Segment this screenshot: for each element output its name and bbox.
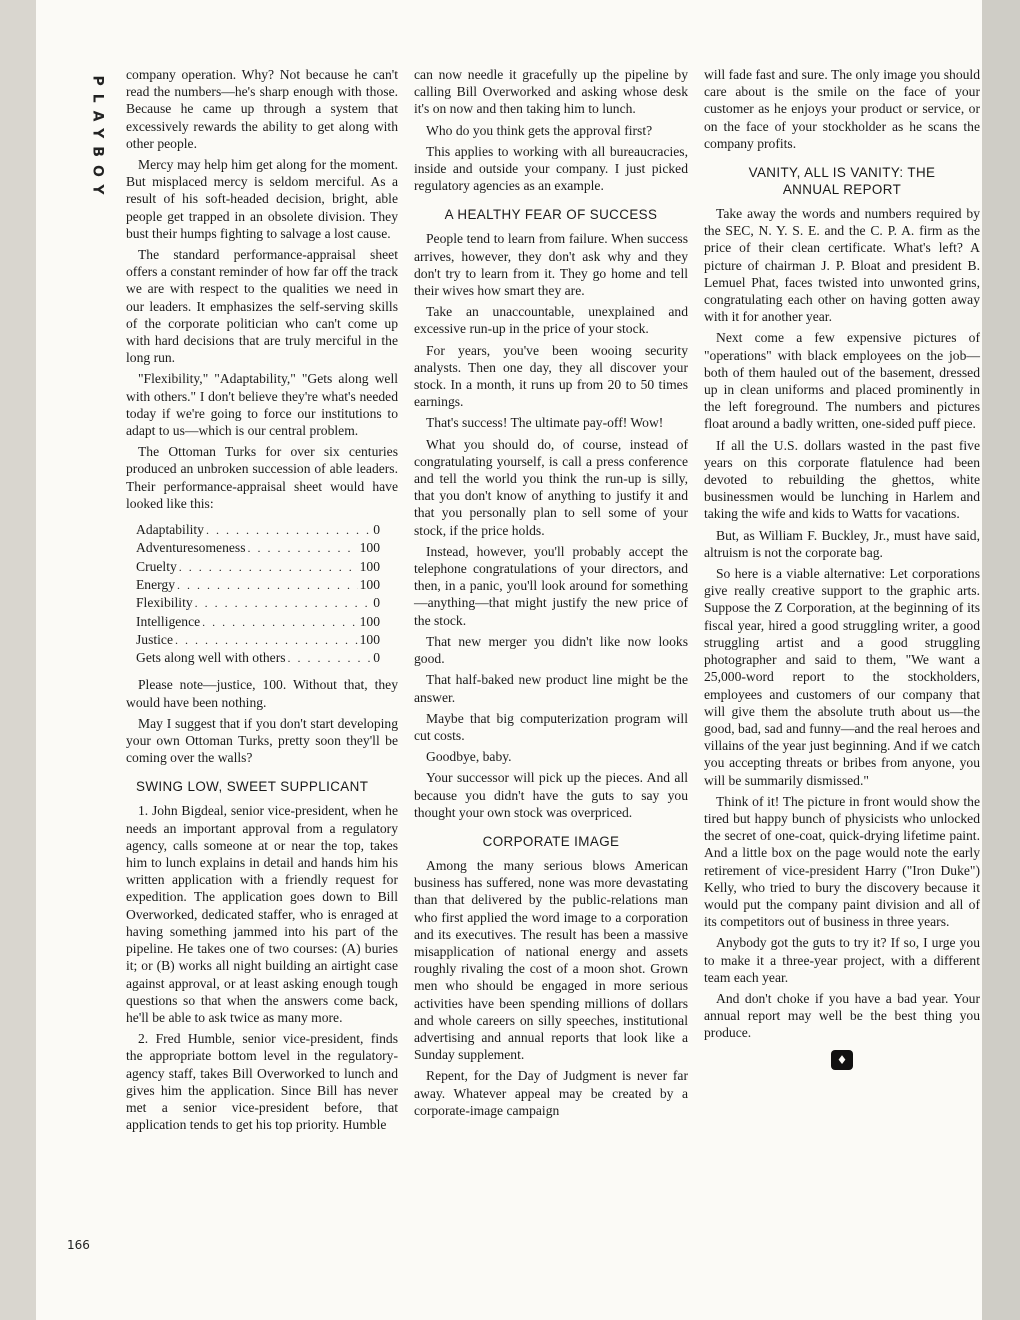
appraisal-row xyxy=(136,558,380,576)
paragraph: Who do you think gets the approval first? xyxy=(426,122,653,138)
left-page-edge xyxy=(0,0,36,1320)
paragraph: The Ottoman Turks for over six centuries produced an unbroken succession of able leaders. Their performance-appraisal sheet would have looked like this: xyxy=(126,444,398,511)
appraisal-label: Intelligence xyxy=(136,613,201,629)
paragraph: Think of it! The picture in front would show the tired but happy bunch of physicists who unlocked the secret of one-coat, quick-drying lifetime paint. And a little box on the page would note the early retirement of vice-president Harry ("Iron Duke") Kelly, who tried to bury the discovery because it would put the company paint division and all of its competitors out of business in three years. xyxy=(704,793,980,930)
paragraph: People tend to learn from failure. When success arrives, however, they don't ask why and they don't try to learn from it. They go home and tell their wives how smart they are. xyxy=(414,231,688,299)
paragraph: If all the U.S. dollars wasted in the past five years on this corporate flatulence had been devoted to rebuilding the ghettos, white businessmen would be lunching in Harlem and taking the wife and kids to Watts for vacations. xyxy=(704,437,980,522)
column-1 xyxy=(126,66,398,1137)
paragraph: Maybe that big computerization program will cut costs. xyxy=(414,710,688,743)
paragraph: So here is a viable alternative: Let corporations give really creative support to the graphic arts. Suppose the Z Corporation, at the beginning of its fiscal year, hired a good struggling writer, a good struggling artist and a good struggling photographer and said to them, "We want a 25,000-word report to the stockholders, employees and customers of our company that will give them the absolute truth about us—the good, bad, sad and funny—and the real heroes and villains of the year just beginning. And if we catch you accepting threats or bribes from anyone, you will be summarily dismissed." xyxy=(704,566,980,788)
paragraph: 2. Fred Humble, senior vice-president, finds the appropriate bottom level in the regulatory-agency staff, takes Bill Overworked to lunch and gives him the application. Since Bill has never met a senior vice-president before, that application tends to get his top priority. Humble xyxy=(126,1031,398,1133)
appraisal-row xyxy=(136,649,380,667)
section-heading: A HEALTHY FEAR OF SUCCESS xyxy=(444,207,658,223)
paragraph: That new merger you didn't like now looks good. xyxy=(414,633,688,667)
appraisal-value: 100 xyxy=(359,613,380,629)
appraisal-row xyxy=(136,521,380,539)
appraisal-value: 100 xyxy=(359,558,380,574)
section-heading-line-1: VANITY, ALL IS VANITY: THE xyxy=(748,165,936,181)
appraisal-label: Energy xyxy=(136,576,176,592)
paragraph: Goodbye, baby. xyxy=(426,749,512,765)
appraisal-row xyxy=(136,576,380,594)
appraisal-row xyxy=(136,613,380,631)
appraisal-value: 0 xyxy=(373,650,380,666)
magazine-page xyxy=(36,0,982,1320)
appraisal-row xyxy=(136,594,380,612)
paragraph: Please note—justice, 100. Without that, they would have been nothing. xyxy=(126,677,398,710)
paragraph: 1. John Bigdeal, senior vice-president, when he needs an important approval from a regulatory agency, calls someone at or near the top, takes him to lunch explains in detail and hands him his written application with a friendly request for expedition. The application goes down to Bill Overworked, dedicated staffer, who is enraged at having something jammed into his part of the pipeline. He takes one of two courses: (A) buries it; or (B) works all night building an airtight case against approval, or at least asking enough tough questions so that when the answers come back, he'll be able to ask twice as many more. xyxy=(126,803,398,1025)
right-page-edge xyxy=(982,0,1020,1320)
paragraph: May I suggest that if you don't start developing your own Ottoman Turks, pretty soon they'll be coming over the walls? xyxy=(126,715,398,766)
appraisal-label: Gets along well with others xyxy=(136,650,286,666)
paragraph: Your successor will pick up the pieces. And all because you didn't have the guts to say you thought your own stock was overpriced. xyxy=(414,770,688,820)
paragraph: Next come a few expensive pictures of "operations" with black employees on the job—both of them hauled out of the basement, dressed up in clean uniforms and placed prominently in the left foreground. The numbers and pictures float around a badly written, one-sided puff piece. xyxy=(704,330,980,432)
paragraph: Mercy may help him get along for the moment. But misplaced mercy is seldom merciful. As a result of his soft-headed decision, bright, able people get trapped in an obsolete division. They bust their humps fighting to salvage a lost cause. xyxy=(126,157,398,241)
paragraph: "Flexibility," "Adaptability," "Gets along well with others." I don't believe they're what's needed today if we're going to force our institutions to adapt to us—which is our central problem. xyxy=(126,371,398,439)
section-heading xyxy=(704,164,980,198)
appraisal-value: 100 xyxy=(359,576,380,592)
paragraph: will fade fast and sure. The only image you should care about is the smile on the face of your customer as he enjoys your product or service, or on the face of your stockholder as he scans the company profits. xyxy=(704,67,980,151)
column-3 xyxy=(704,66,980,1070)
paragraph: Repent, for the Day of Judgment is never far away. Whatever appeal may be created by a corporate-image campaign xyxy=(414,1068,688,1118)
appraisal-label: Adaptability xyxy=(136,522,204,538)
paragraph: But, as William F. Buckley, Jr., must have said, altruism is not the corporate bag. xyxy=(704,527,980,560)
paragraph: This applies to working with all bureaucracies, inside and outside your company. I just picked regulatory agencies as an example. xyxy=(414,143,688,194)
section-heading-line-2: ANNUAL REPORT xyxy=(782,182,902,198)
page-number: 166 xyxy=(67,1238,90,1252)
appraisal-value: 0 xyxy=(373,595,380,611)
appraisal-label: Flexibility xyxy=(136,595,193,611)
appraisal-value: 100 xyxy=(359,631,380,647)
paragraph: company operation. Why? Not because he can't read the numbers—he's sharp enough with those. Because he came up through a system that excessively rewards the ability to get along with other people. xyxy=(126,67,398,151)
appraisal-row xyxy=(136,539,380,557)
end-mark-icon: ♦ xyxy=(831,1050,853,1070)
appraisal-row xyxy=(136,631,380,649)
paragraph: And don't choke if you have a bad year. Your annual report may well be the best thing you produce. xyxy=(704,990,980,1041)
section-heading: CORPORATE IMAGE xyxy=(482,833,620,849)
paragraph: Take an unaccountable, unexplained and excessive run-up in the price of your stock. xyxy=(414,304,688,337)
paragraph: What you should do, of course, instead of congratulating yourself, is call a press conference and tell the world you think the run-up is silly, that you don't know of anything to justify it and that you personally plan to sell some of your stock, if the price holds. xyxy=(414,436,688,538)
paragraph: Among the many serious blows American business has suffered, none was more devastating than that delivered by the public-relations man who first applied the word image to a corporation and its executives. The result has been a massive misapplication of national energy and assets roughly rivaling the cost of a moon shot. Grown men who should be engaged in more serious activities have been spending millions of dollars and whole careers on silly speeches, institutional advertising and annual reports that look like a Sunday supplement. xyxy=(414,857,688,1063)
appraisal-table xyxy=(136,521,380,667)
column-2 xyxy=(414,66,688,1123)
running-head xyxy=(78,64,118,214)
appraisal-label: Cruelty xyxy=(136,558,177,574)
paragraph: The standard performance-appraisal sheet offers a constant reminder of how far off the track we are with respect to the qualities we need in our leaders. It emphasizes the self-serving skills of the corporate politician who can't come up with hard decisions that are truly merciful in the long run. xyxy=(126,247,398,366)
paragraph: Take away the words and numbers required by the SEC, N. Y. S. E. and the C. P. A. firm as the price of their clean certificate. What's left? A picture of chairman J. P. Bloat and president B. Lemuel Phat, faces twisted into unwonted grins, congratulating each other on having gotten away with it for another year. xyxy=(704,206,980,325)
paragraph: Anybody got the guts to try it? If so, I urge you to make it a three-year project, with a different team each year. xyxy=(704,935,980,985)
appraisal-label: Adventuresomeness xyxy=(136,540,246,556)
appraisal-label: Justice xyxy=(136,631,173,647)
running-head-text: PLAYBOY xyxy=(90,75,106,203)
section-heading: SWING LOW, SWEET SUPPLICANT xyxy=(136,779,369,795)
paragraph: That half-baked new product line might be the answer. xyxy=(414,672,688,705)
paragraph: can now needle it gracefully up the pipeline by calling Bill Overworked and asking whose desk it's on now and then taking him to lunch. xyxy=(414,67,688,117)
paragraph: That's success! The ultimate pay-off! Wow! xyxy=(426,415,664,431)
paragraph: Instead, however, you'll probably accept the telephone congratulations of your directors, and then, in a panic, you'll look around for something—anything—that might justify the new price of the stock. xyxy=(414,543,688,628)
appraisal-value: 0 xyxy=(373,522,380,538)
paragraph: For years, you've been wooing security analysts. Then one day, they all discover your stock. In a month, it runs up from 20 to 50 times earnings. xyxy=(414,342,688,410)
appraisal-value: 100 xyxy=(359,540,380,556)
